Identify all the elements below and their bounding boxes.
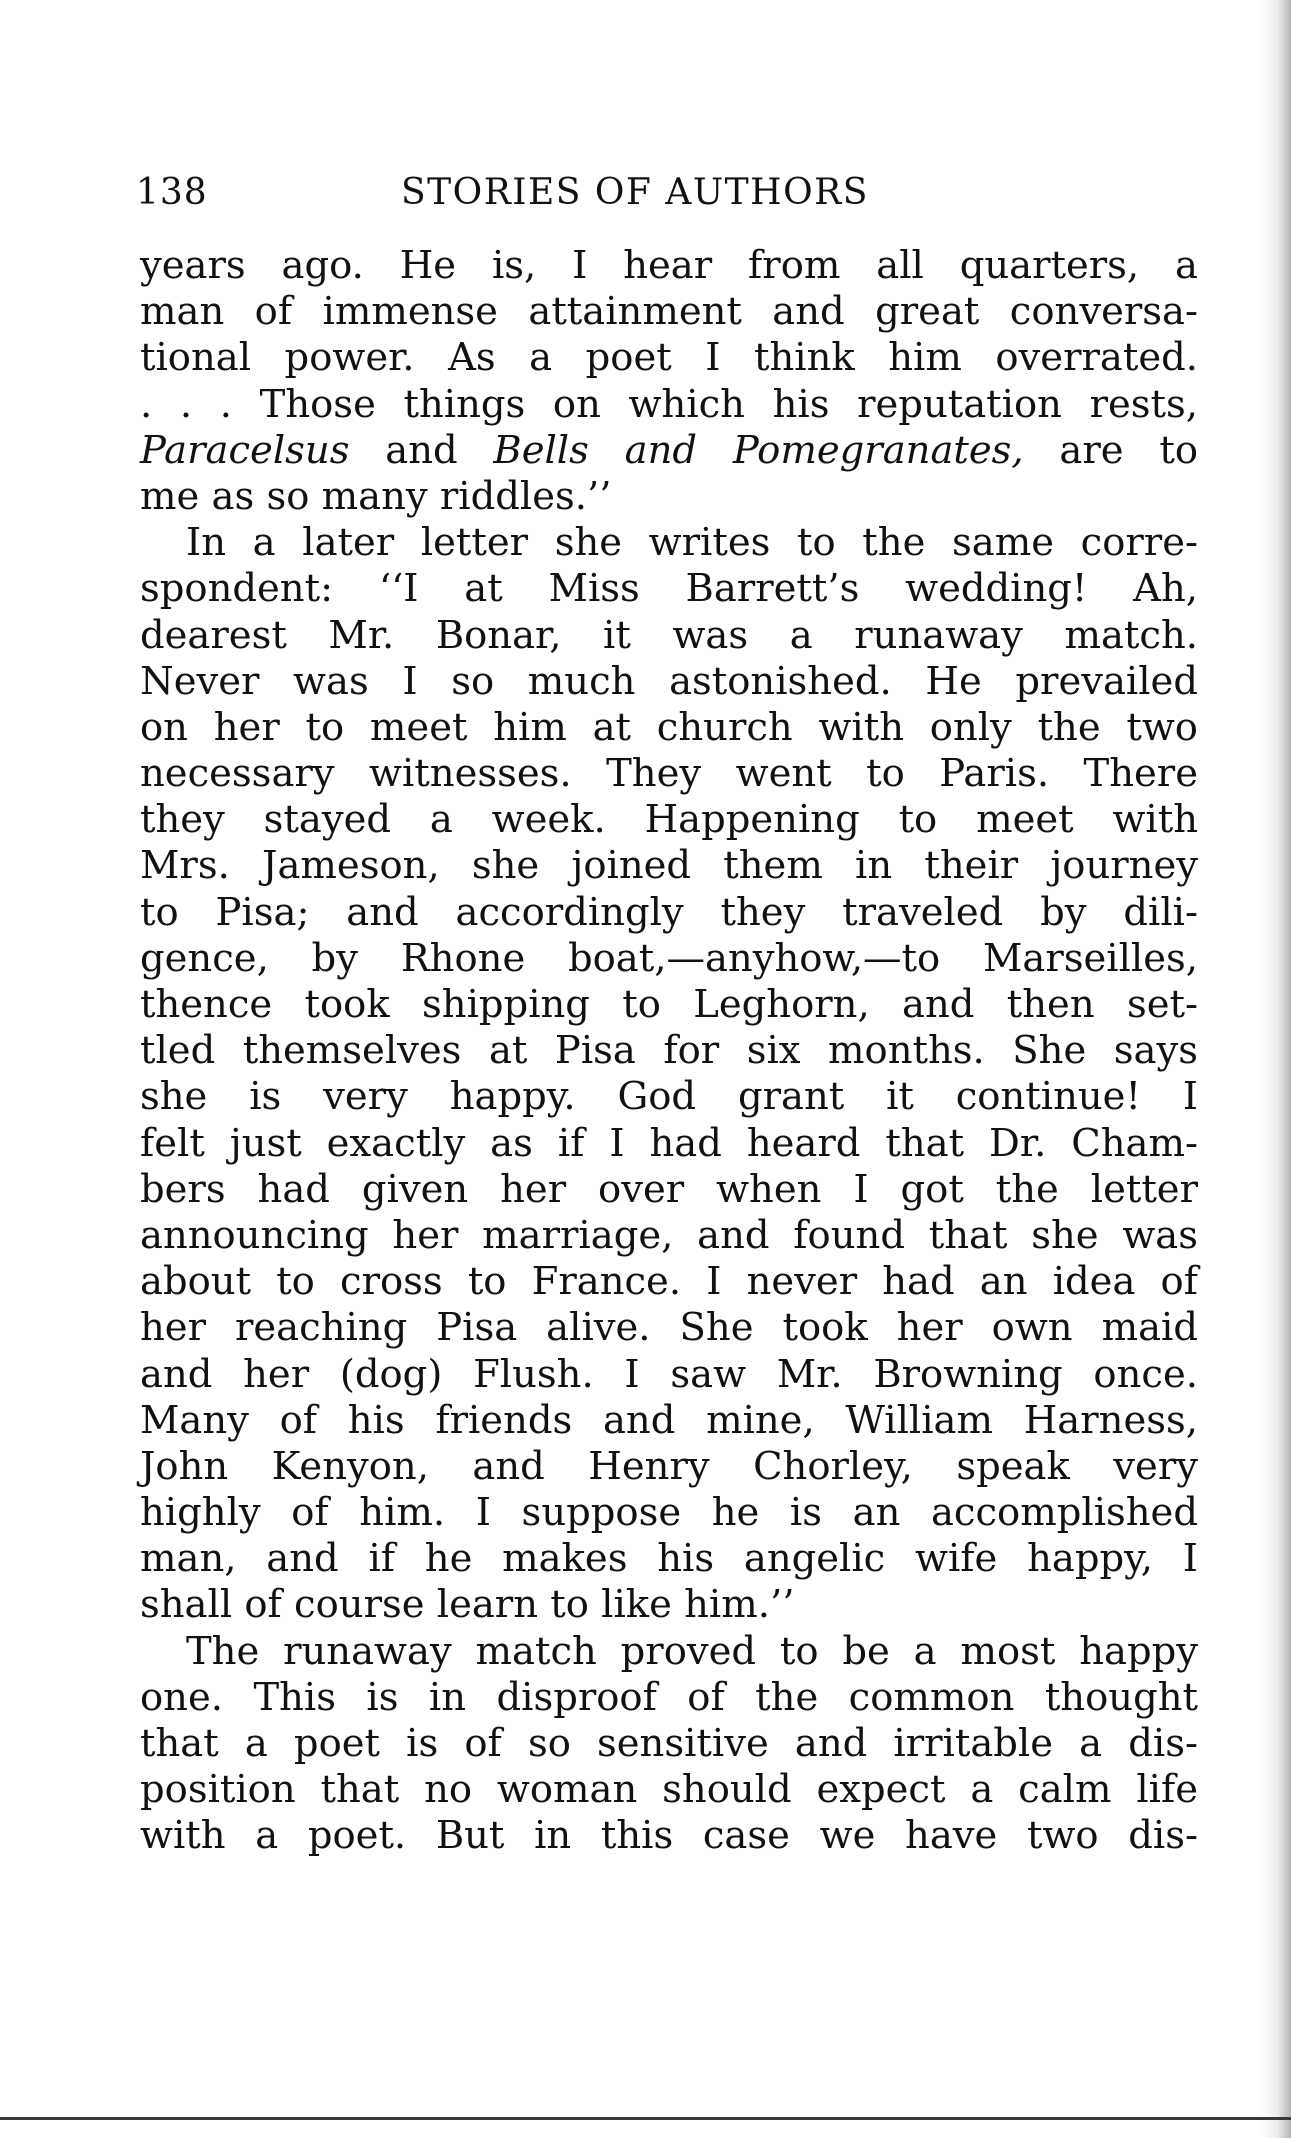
text-line: man of immense attainment and great conversa- bbox=[140, 289, 1198, 335]
text-line: bers had given her over when I got the letter bbox=[140, 1166, 1198, 1212]
page-bottom-edge bbox=[0, 2117, 1291, 2120]
text-line: that a poet is of so sensitive and irritable a dis- bbox=[140, 1721, 1198, 1766]
text-line: they stayed a week. Happening to meet with bbox=[140, 797, 1198, 843]
text-line bbox=[140, 428, 1198, 474]
italic-title: Paracelsus bbox=[140, 427, 350, 473]
text-line: and her (dog) Flush. I saw Mr. Browning once. bbox=[140, 1351, 1198, 1397]
text-line: one. This is in disproof of the common thought bbox=[140, 1674, 1198, 1720]
text-line: spondent: ‘‘I at Miss Barrett’s wedding! Ah, bbox=[140, 566, 1198, 612]
text-line: thence took shipping to Leghorn, and then set- bbox=[140, 982, 1198, 1027]
body-text bbox=[140, 243, 1198, 1860]
text-segment: are to bbox=[1023, 427, 1198, 473]
page-number: 138 bbox=[136, 172, 208, 213]
text-line: shall of course learn to like him.’’ bbox=[140, 1582, 795, 1628]
text-line: felt just exactly as if I had heard that Dr. Cham- bbox=[140, 1120, 1198, 1166]
italic-title: Bells and Pomegranates, bbox=[493, 427, 1024, 473]
text-line: Mrs. Jameson, she joined them in their journey bbox=[140, 843, 1198, 889]
page-header bbox=[136, 168, 1196, 218]
text-line: on her to meet him at church with only the two bbox=[140, 704, 1198, 750]
text-line: she is very happy. God grant it continue! I bbox=[140, 1074, 1198, 1120]
text-line: years ago. He is, I hear from all quarters, a bbox=[140, 243, 1198, 288]
text-line: to Pisa; and accordingly they traveled by dili- bbox=[140, 889, 1198, 935]
text-line: with a poet. But in this case we have two dis- bbox=[140, 1813, 1198, 1859]
text-segment: and bbox=[349, 427, 494, 473]
text-line: The runaway match proved to be a most happy bbox=[186, 1628, 1198, 1674]
text-line: announcing her marriage, and found that she was bbox=[140, 1212, 1198, 1258]
text-line: me as so many riddles.’’ bbox=[140, 473, 612, 519]
text-line: . . . Those things on which his reputation rests, bbox=[140, 381, 1198, 427]
text-line: tled themselves at Pisa for six months. She says bbox=[140, 1028, 1198, 1074]
text-line: position that no woman should expect a calm life bbox=[140, 1767, 1198, 1813]
text-line: In a later letter she writes to the same corre- bbox=[186, 520, 1198, 566]
text-line: John Kenyon, and Henry Chorley, speak very bbox=[140, 1443, 1198, 1489]
text-line: her reaching Pisa alive. She took her own maid bbox=[140, 1305, 1198, 1351]
text-line: Many of his friends and mine, William Harness, bbox=[140, 1397, 1198, 1443]
page-edge-shadow bbox=[1261, 0, 1291, 2138]
text-line: tional power. As a poet I think him overrated. bbox=[140, 335, 1198, 381]
text-line: necessary witnesses. They went to Paris. There bbox=[140, 751, 1198, 797]
text-line: gence, by Rhone boat,—anyhow,—to Marseilles, bbox=[140, 935, 1198, 981]
text-line: dearest Mr. Bonar, it was a runaway match. bbox=[140, 612, 1198, 658]
text-line: highly of him. I suppose he is an accomplished bbox=[140, 1490, 1198, 1536]
text-line: man, and if he makes his angelic wife happy, I bbox=[140, 1536, 1198, 1582]
running-title: STORIES OF AUTHORS bbox=[401, 172, 869, 213]
text-line: about to cross to France. I never had an idea of bbox=[140, 1259, 1198, 1305]
text-line: Never was I so much astonished. He prevailed bbox=[140, 658, 1198, 704]
